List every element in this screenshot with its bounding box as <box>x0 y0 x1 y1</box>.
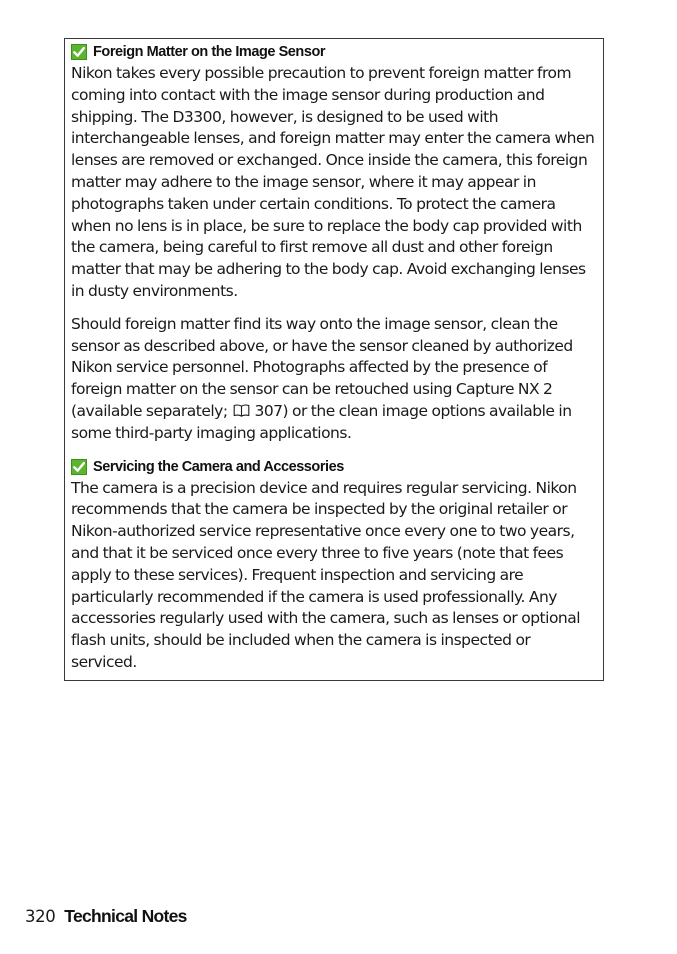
paragraph-text: ) or the clean image options available in some third-party imaging applications. <box>71 401 572 442</box>
note-paragraph: Nikon takes every possible precaution to prevent foreign matter from coming into contact with the image sensor during production and shipping. The D3300, however, is designed to be used with interchangeable lenses, and foreign matter may enter the camera when lenses are removed or exchanged. Once inside the camera, this foreign matter may adhere to the image sensor, where it may appear in photographs taken under certain conditions. To protect the camera when no lens is in place, be sure to replace the body cap provided with the camera, being careful to first remove all dust and other foreign matter that may be adhering to the body cap. Avoid exchanging lenses in dusty environments. <box>71 64 595 300</box>
book-icon <box>233 404 250 417</box>
note-heading-foreign-matter <box>71 41 595 63</box>
check-icon <box>71 459 87 475</box>
note-title: Servicing the Camera and Accessories <box>93 458 344 475</box>
note-paragraph: The camera is a precision device and requires regular servicing. Nikon recommends that the camera be inspected by the original retailer or Nikon-authorized service representative once every one to two years, and that it be serviced once every three to five years (note that fees apply to these services). Frequent inspection and servicing are particularly recommended if the camera is used professionally. Any accessories regularly used with the camera, such as lenses or optional flash units, should be included when the camera is inspected or serviced. <box>71 478 581 671</box>
paragraph-text: Should foreign matter find its way onto the image sensor, clean the sensor as described above, or have the sensor cleaned by authorized Nikon service personnel. Photographs affected by the presence of foreign matter on the sensor can be retouched using Capture NX 2 (available separately; <box>71 314 573 420</box>
note-paragraph <box>71 314 595 445</box>
note-heading-servicing <box>71 456 595 478</box>
page-footer <box>25 906 187 927</box>
note-title: Foreign Matter on the Image Sensor <box>93 44 326 60</box>
page-reference[interactable]: 307 <box>254 401 283 420</box>
page-number: 320 <box>25 907 56 926</box>
note-box <box>64 38 604 681</box>
section-title: Technical Notes <box>64 906 187 926</box>
check-icon <box>71 44 87 60</box>
